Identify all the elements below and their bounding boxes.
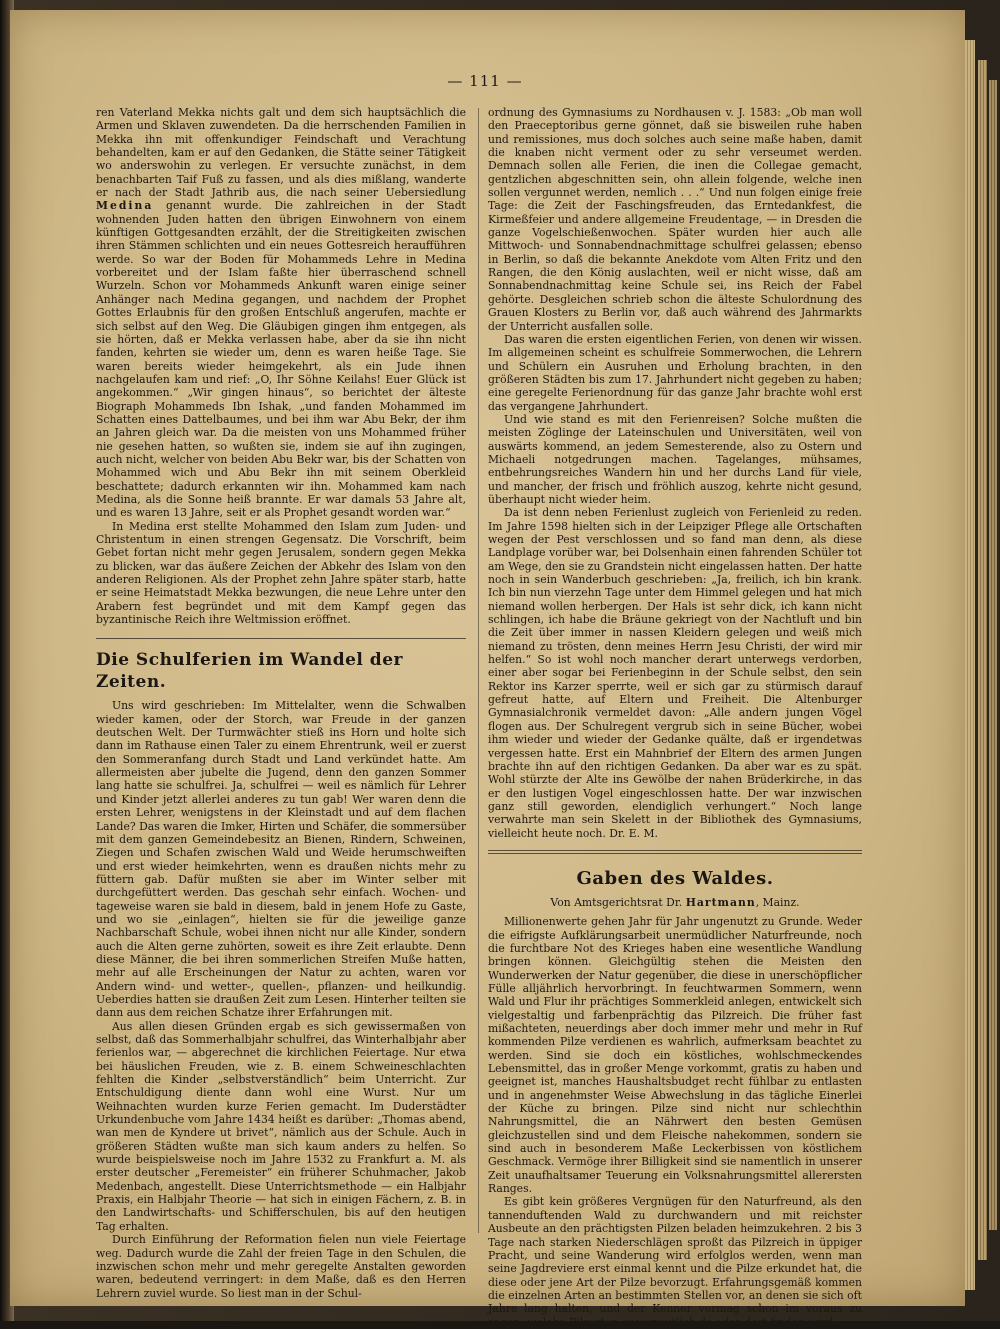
article-paragraph: Und wie stand es mit den Ferienreisen? Solche mußten die meisten Zöglinge der Lateinschulen und Universitäten, weil von auswärts kommend, an jedem Semesterende, also zu Ostern und Michaeli notgedrungen machen. Tagelanges, mühsames, entbehrungsreiches Wandern hin und her durchs Land für viele, und mancher, der frisch und fröhlich auszog, kehrte nicht gesund, überhaupt nicht wieder heim. [488,412,862,506]
article-paragraph: Aus allen diesen Gründen ergab es sich gewissermaßen von selbst, daß das Sommerhalbjahr schulfrei, das Winterhalbjahr aber ferienlos war, — abgerechnet die kirchlichen Feiertage. Nur etwa bei häuslichen Freuden, wie z. B. einem Schweineschlachten fehlten die Kinder „selbstverständlich“ beim Unterricht. Zur Entschuldigung diente dann wohl eine Wurst. Nur um Weihnachten wurden kurze Ferien gemacht. Im Duderstädter Urkundenbuche vom Jahre 1434 heißt es darüber: „Thomas abend, wan men de Kyndere ut brivet“, nämlich aus der Schule. Auch in größeren Städten wußte man sich kaum anders zu helfen. So wurde beispielsweise noch im Jahre 1532 zu Frankfurt a. M. als erster deutscher „Feremeister“ ein früherer Schuhmacher, Jakob Medenbach, angestellt. Diese Unterrichtsmethode — ein Halbjahr Praxis, ein Halbjahr Theorie — hat sich in einigen Fächern, z. B. in den Landwirtschafts- und Schifferschulen, bis auf den heutigen Tag erhalten. [96,1019,466,1233]
article-byline: Von Amtsgerichtsrat Dr. Hartmann, Mainz. [550,895,800,909]
column-divider [478,108,479,1233]
article-paragraph: In Medina erst stellte Mohammed den Islam zum Juden- und Christentum in einen strengen Gegensatz. Die Vorschrift, beim Gebet fortan nicht mehr gegen Jerusalem, sondern gegen Mekka zu blicken, war das äußere Zeichen der Abkehr des Islam von den anderen Religionen. Als der Prophet zehn Jahre später starb, hatte er seine Heimatstadt Mekka bezwungen, die neue Lehre unter den Arabern fest begründet und mit dem Kampf gegen das byzantinische Reich ihre Weltmission eröffnet. [96,519,466,627]
page-number: — 111 — [447,72,523,90]
article-paragraph: Das waren die ersten eigentlichen Ferien, von denen wir wissen. Im allgemeinen scheint es schulfreie Sommerwochen, die Lehrern und Schülern ein Ausruhen und Erholung brachten, in den größeren Städten bis zum 17. Jahrhundert nicht gegeben zu haben; eine geregelte Ferienordnung für das ganze Jahr brachte wohl erst das vergangene Jahrhundert. [488,332,862,413]
article-paragraph: Durch Einführung der Reformation fielen nun viele Feiertage weg. Dadurch wurde die Zahl der freien Tage in den Schulen, die inzwischen schon mehr und mehr geregelte Anstalten geworden waren, bedeutend verringert: in dem Maße, daß es den Herren Lehrern zuviel wurde. So liest man in der Schul- [96,1233,466,1300]
page-edge [965,40,975,1290]
article-paragraph: ordnung des Gymnasiums zu Nordhausen v. J. 1583: „Ob man woll den Praeceptoribus gerne gönnet, daß sie bisweilen ruhe haben und remissiones, mus doch solches auch seine maße haben, damit die knaben nicht verment oder zu sehr verseumet werden. Demnach sollen alle Ferien, die inen die Collegae gemacht, gentzlichen abgeschnitten sein, ohn allein folgende, welche inen sollen vergunnet werden, nemlich . . .“ Und nun folgen einige freie Tage: die Zeit der Faschingsfreuden, das Erntedankfest, die Kirmeßfeier und andere allgemeine Freudentage, — in Dresden die ganze Vogelschießenwochen. Später wurden hier auch alle Mittwoch- und Sonnabendnachmittage schulfrei gelassen; ebenso in Berlin, so daß die bekannte Anekdote vom Alten Fritz und den Rangen, die den König auslachten, weil er nicht wisse, daß am Sonnabendnachmittag keine Schule sei, ins Reich der Fabel gehörte. Desgleichen schrieb schon die älteste Schulordnung des Grauen Klosters zu Berlin vor, daß auch während des Jahrmarkts der Unterricht ausfallen solle. [488,106,862,333]
page-edge [978,60,987,1260]
section-rule [488,850,862,854]
page-edge [989,80,997,1230]
article-paragraph: ren Vaterland Mekka nichts galt und dem sich hauptsächlich die Armen und Sklaven zuwendeten. Da die herrschenden Familien in Mekka ihn mit offenkundiger Feindschaft und Verachtung behandelten, kam er auf den Gedanken, die Stätte seiner Tätigkeit wo anderswohin zu verlegen. Er versuchte zunächst, in dem benachbarten Taif Fuß zu fassen, und als dies mißlang, wanderte er nach der Stadt Jathrib aus, die nach seiner Uebersiedlung Medina genannt wurde. Die zahlreichen in der Stadt wohnenden Juden hatten den übrigen Einwohnern von einem künftigen Gottgesandten erzählt, der die Streitigkeiten zwischen ihren Stämmen schlichten und ein neues Gottesreich heraufführen werde. So war der Boden für Mohammeds Lehre in Medina vorbereitet und der Islam faßte hier überraschend schnell Wurzeln. Schon vor Mohammeds Ankunft waren einige seiner Anhänger nach Medina gegangen, und nachdem der Prophet Gottes Erlaubnis für den großen Entschluß angerufen, machte er sich selbst auf den Weg. Die Gläubigen gingen ihm entgegen, als sie hörten, daß er Mekka verlassen habe, aber da sie ihn nicht fanden, kehrten sie wieder um, denn es waren heiße Tage. Sie waren bereits wieder heimgekehrt, als ein Jude ihnen nachgelaufen kam und rief: „O, Ihr Söhne Keilahs! Euer Glück ist angekommen.“ „Wir gingen hinaus“, so berichtet der älteste Biograph Mohammeds Ibn Ishak, „und fanden Mohammed im Schatten eines Dattelbaumes, und bei ihm war Abu Bekr, der ihm an Jahren gleich war. Da die meisten von uns Mohammed früher nie gesehen hatten, so wußten sie, indem sie auf ihn zugingen, auch nicht, welcher von beiden Abu Bekr war, bis der Schatten von Mohammed wich und Abu Bekr ihn mit seinem Oberkleid beschattete; dadurch erkannten wir ihn. Mohammed kam nach Medina, als die Sonne heiß brannte. Er war damals 53 Jahre alt, und es waren 13 Jahre, seit er als Prophet gesandt worden war.“ [96,106,466,520]
article-paragraph: Es gibt kein größeres Vergnügen für den Naturfreund, als den tannenduftenden Wald zu durchwandern und mit reichster Ausbeute an den prächtigsten Pilzen beladen heimzukehren. 2 bis 3 Tage nach starken Niederschlägen sproßt das Pilzreich in üppiger Pracht, und seine Wanderung wird erfolglos werden, wenn man seine Jagdreviere erst einmal kennt und die Pilze erkundet hat, die diese oder jene Art der Pilze bevorzugt. Erfahrungsgemäß kommen die einzelnen Arten an bestimmten Stellen vor, an denen sie sich oft Jahre lang halten, und der Kenner vermag schon im voraus zu sagen, welche Pilzarten er vermutlich da oder dort finden wird. [488,1195,862,1329]
article-paragraph: Uns wird geschrieben: Im Mittelalter, wenn die Schwalben wieder kamen, oder der Storch, war Freude in der ganzen deutschen Welt. Der Turmwächter stieß ins Horn und holte sich dann im Rathause einen Taler zu einem Ehrentrunk, weil er zuerst den Sommeranfang durch Stadt und Land verkündet hatte. Am allermeisten aber jubelte die Jugend, denn den ganzen Sommer lang hatte sie schulfrei. Ja, schulfrei — weil es nämlich für Lehrer und Kinder jetzt allerlei anderes zu tun gab! Wer waren denn die ersten Lehrer, wenigstens in der Kleinstadt und auf dem flachen Lande? Das waren die Imker, Hirten und Schäfer, die sommersüber mit dem ganzen Gemeindebesitz an Bienen, Rindern, Schweinen, Ziegen und Schafen zwischen Wald und Weide herumschweiften und erst wieder heimkehrten, wenn es draußen nichts mehr zu füttern gab. Dafür mußten sie aber im Winter selber mit durchgefüttert werden. Das geschah sehr einfach. Wochen- und tageweise waren sie bald in diesem, bald in jenem Hofe zu Gaste, und wo sie „einlagen“, hielten sie für die jeweilige ganze Nachbarschaft Schule, wobei ihnen nicht nur alle Kinder, sondern auch die Alten gerne zuhörten, soweit es ihre Zeit erlaubte. Denn diese Männer, die bei ihren sommerlichen Streifen Muße hatten, mehr auf alle Erscheinungen der Natur zu achten, waren vor Andern wind- und wetter-, quellen-, pflanzen- und heilkundig. Ueberdies hatten sie draußen Zeit zum Lesen. Hinterher teilten sie dann aus dem reichen Schatze ihrer Erfahrungen mit. [96,699,466,1020]
section-rule [96,638,466,639]
article-headline: Gaben des Waldes. [576,867,774,889]
author-name: Hartmann [685,895,756,909]
article-paragraph: Da ist denn neben Ferienlust zugleich von Ferienleid zu reden. Im Jahre 1598 hielten sich in der Leipziger Pflege alle Ortschaften wegen der Pest verschlossen und so fand man denn, als diese Landplage vorüber war, bei Dolsenhain einen fahrenden Schüler tot am Wege, den sie zu Grandstein nicht eingelassen hatten. Der hatte noch in sein Wanderbuch geschrieben: „Ja, freilich, ich bin krank. Ich bin nun vierzehn Tage unter dem Himmel gelegen und hat mich niemand wollen herbergen. Der Hals ist sehr dick, ich kann nicht schlingen, ich habe die Bräune gekriegt von der Nachtluft und bin die Zeit über immer in nassen Kleidern gelegen und weiß mich niemand zu trösten, denn meines Herrn Jesu Christi, der wird mir helfen.“ So ist wohl noch mancher derart unterwegs verdorben, einer aber sogar bei Ferienbeginn in der Schule selbst, den sein Rektor ins Karzer sperrte, weil er sich gar zu stürmisch darauf gefreut hatte, auf Eltern und Freiheit. Die Altenburger Gymnasialchronik vermeldet davon: „Alle andern jungen Vögel flogen aus. Der Schulregent vergrub sich in seine Bücher, wobei ihm wieder und wieder der Gedanke quälte, daß er irgendetwas vergessen hatte. Erst ein Mahnbrief der Eltern des armen Jungen brachte ihn auf den richtigen Gedanken. Da aber war es zu spät. Wohl stürzte der Alte ins Gewölbe der nahen Brüderkirche, in das er den lustigen Vogel eingeschlossen hatte. Der war inzwischen ganz still geworden, elendiglich verhungert.“ Noch lange verwahrte man sein Skelett in der Bibliothek des Gymnasiums, vielleicht heute noch. Dr. E. M. [488,506,862,840]
article-paragraph: Millionenwerte gehen Jahr für Jahr ungenutzt zu Grunde. Weder die eifrigste Aufklärungsarbeit unermüdlicher Naturfreunde, noch die furchtbare Not des Krieges haben eine wesentliche Wandlung bringen können. Gleichgültig stehen die Meisten den Wunderwerken der Natur gegenüber, die diese in unerschöpflicher Fülle alljährlich hervorbringt. In feuchtwarmen Sommern, wenn Wald und Flur ihr prächtiges Sommerkleid anlegen, entwickelt sich vielgestaltig und farbenprächtig das Pilzreich. Die früher fast mißachteten, neuerdings aber doch immer mehr und mehr in Ruf kommenden Pilze verdienen es wahrlich, aufmerksam beachtet zu werden. Sind sie doch ein köstliches, wohlschmeckendes Lebensmittel, das in großer Menge vorkommt, gratis zu haben und geeignet ist, manches Haushaltsbudget recht fühlbar zu entlasten und in angenehmster Weise Abwechslung in das tägliche Einerlei der Küche zu bringen. Pilze sind nicht nur schlechthin Nahrungsmittel, die an Nährwert den besten Gemüsen gleichzustellen sind und dem Fleische nahekommen, sondern sie sind auch in besonderem Maße Leckerbissen von köstlichem Geschmack. Vermöge ihrer Billigkeit sind sie namentlich in unserer Zeit unaufhaltsamer Teuerung ein Volksnahrungsmittel allerersten Ranges. [488,915,862,1196]
spaced-word: Medina [96,199,154,213]
article-signature: Dr. E. M. [609,826,658,840]
right-column [488,106,862,1329]
left-column [96,106,466,1300]
article-headline: Die Schulferien im Wandel der Zeiten. [96,650,403,693]
